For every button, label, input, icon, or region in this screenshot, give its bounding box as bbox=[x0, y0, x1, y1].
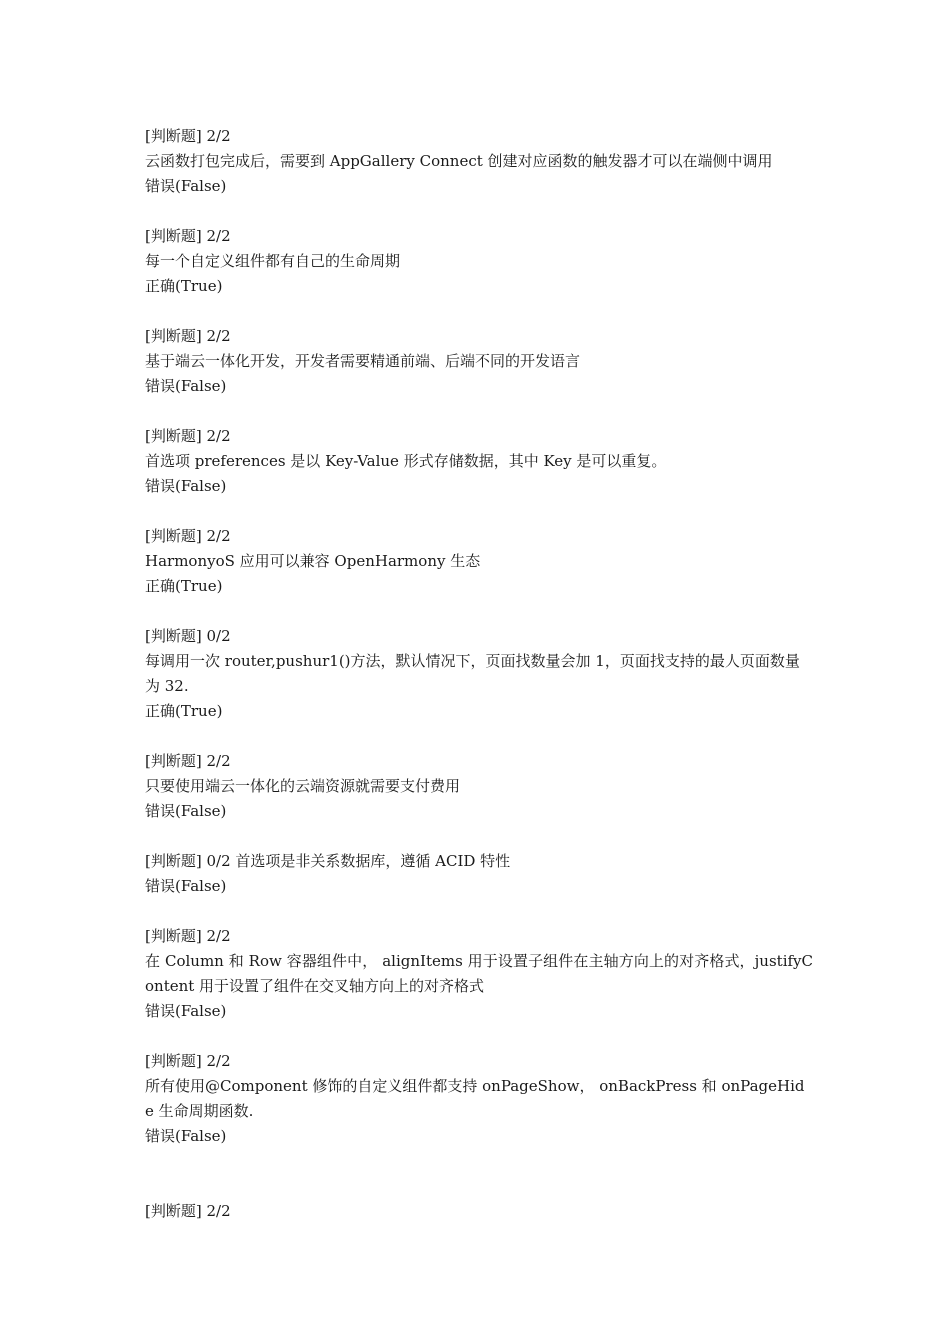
question-block bbox=[145, 624, 813, 724]
question-block bbox=[145, 1049, 813, 1149]
question-answer: 错误(False) bbox=[145, 877, 227, 895]
question-answer: 错误(False) bbox=[145, 802, 227, 820]
question-header: [判断题] 2/2 bbox=[145, 227, 231, 245]
question-header: [判断题] 0/2 bbox=[145, 627, 231, 645]
question-block bbox=[145, 849, 813, 899]
question-text: 只要使用端云一体化的云端资源就需要支付费用 bbox=[145, 777, 461, 795]
question-text: 基于端云一体化开发，开发者需要精通前端、后端不同的开发语言 bbox=[145, 352, 581, 370]
question-text: 每一个自定义组件都有自己的生命周期 bbox=[145, 252, 401, 270]
document-page bbox=[145, 124, 813, 1249]
question-header: [判断题] 0/2 首选项是非关系数据库，遵循 ACID 特性 bbox=[145, 852, 511, 870]
question-answer: 正确(True) bbox=[145, 277, 223, 295]
question-block bbox=[145, 224, 813, 299]
question-block bbox=[145, 1199, 813, 1224]
question-header: [判断题] 2/2 bbox=[145, 752, 231, 770]
question-text: 所有使用@Component 修饰的自定义组件都支持 onPageShow， onBackPress 和 onPageHide 生命周期函数. bbox=[145, 1077, 805, 1120]
question-block bbox=[145, 124, 813, 199]
question-answer: 正确(True) bbox=[145, 577, 223, 595]
question-answer: 错误(False) bbox=[145, 377, 227, 395]
question-answer: 正确(True) bbox=[145, 702, 223, 720]
question-answer: 错误(False) bbox=[145, 177, 227, 195]
question-text: 首选项 preferences 是以 Key-Value 形式存储数据，其中 Key 是可以重复。 bbox=[145, 452, 667, 470]
question-text: HarmonyoS 应用可以兼容 OpenHarmony 生态 bbox=[145, 552, 481, 570]
question-header: [判断题] 2/2 bbox=[145, 527, 231, 545]
question-header: [判断题] 2/2 bbox=[145, 927, 231, 945]
question-header: [判断题] 2/2 bbox=[145, 1202, 231, 1220]
question-block bbox=[145, 924, 813, 1024]
question-block bbox=[145, 524, 813, 599]
question-answer: 错误(False) bbox=[145, 477, 227, 495]
question-block bbox=[145, 749, 813, 824]
question-answer: 错误(False) bbox=[145, 1002, 227, 1020]
question-text: 在 Column 和 Row 容器组件中， alignItems 用于设置子组件在主轴方向上的对齐格式，justifyContent 用于设置了组件在交叉轴方向上的对齐格式 bbox=[145, 952, 813, 995]
question-block bbox=[145, 424, 813, 499]
question-answer: 错误(False) bbox=[145, 1127, 227, 1145]
question-header: [判断题] 2/2 bbox=[145, 327, 231, 345]
question-block bbox=[145, 324, 813, 399]
question-text: 每调用一次 router,pushur1()方法，默认情况下，页面找数量会加 1，页面找支持的最人页面数量为 32. bbox=[145, 652, 800, 695]
question-header: [判断题] 2/2 bbox=[145, 127, 231, 145]
question-text: 云函数打包完成后，需要到 AppGallery Connect 创建对应函数的触发器才可以在端侧中调用 bbox=[145, 152, 773, 170]
question-header: [判断题] 2/2 bbox=[145, 427, 231, 445]
question-header: [判断题] 2/2 bbox=[145, 1052, 231, 1070]
